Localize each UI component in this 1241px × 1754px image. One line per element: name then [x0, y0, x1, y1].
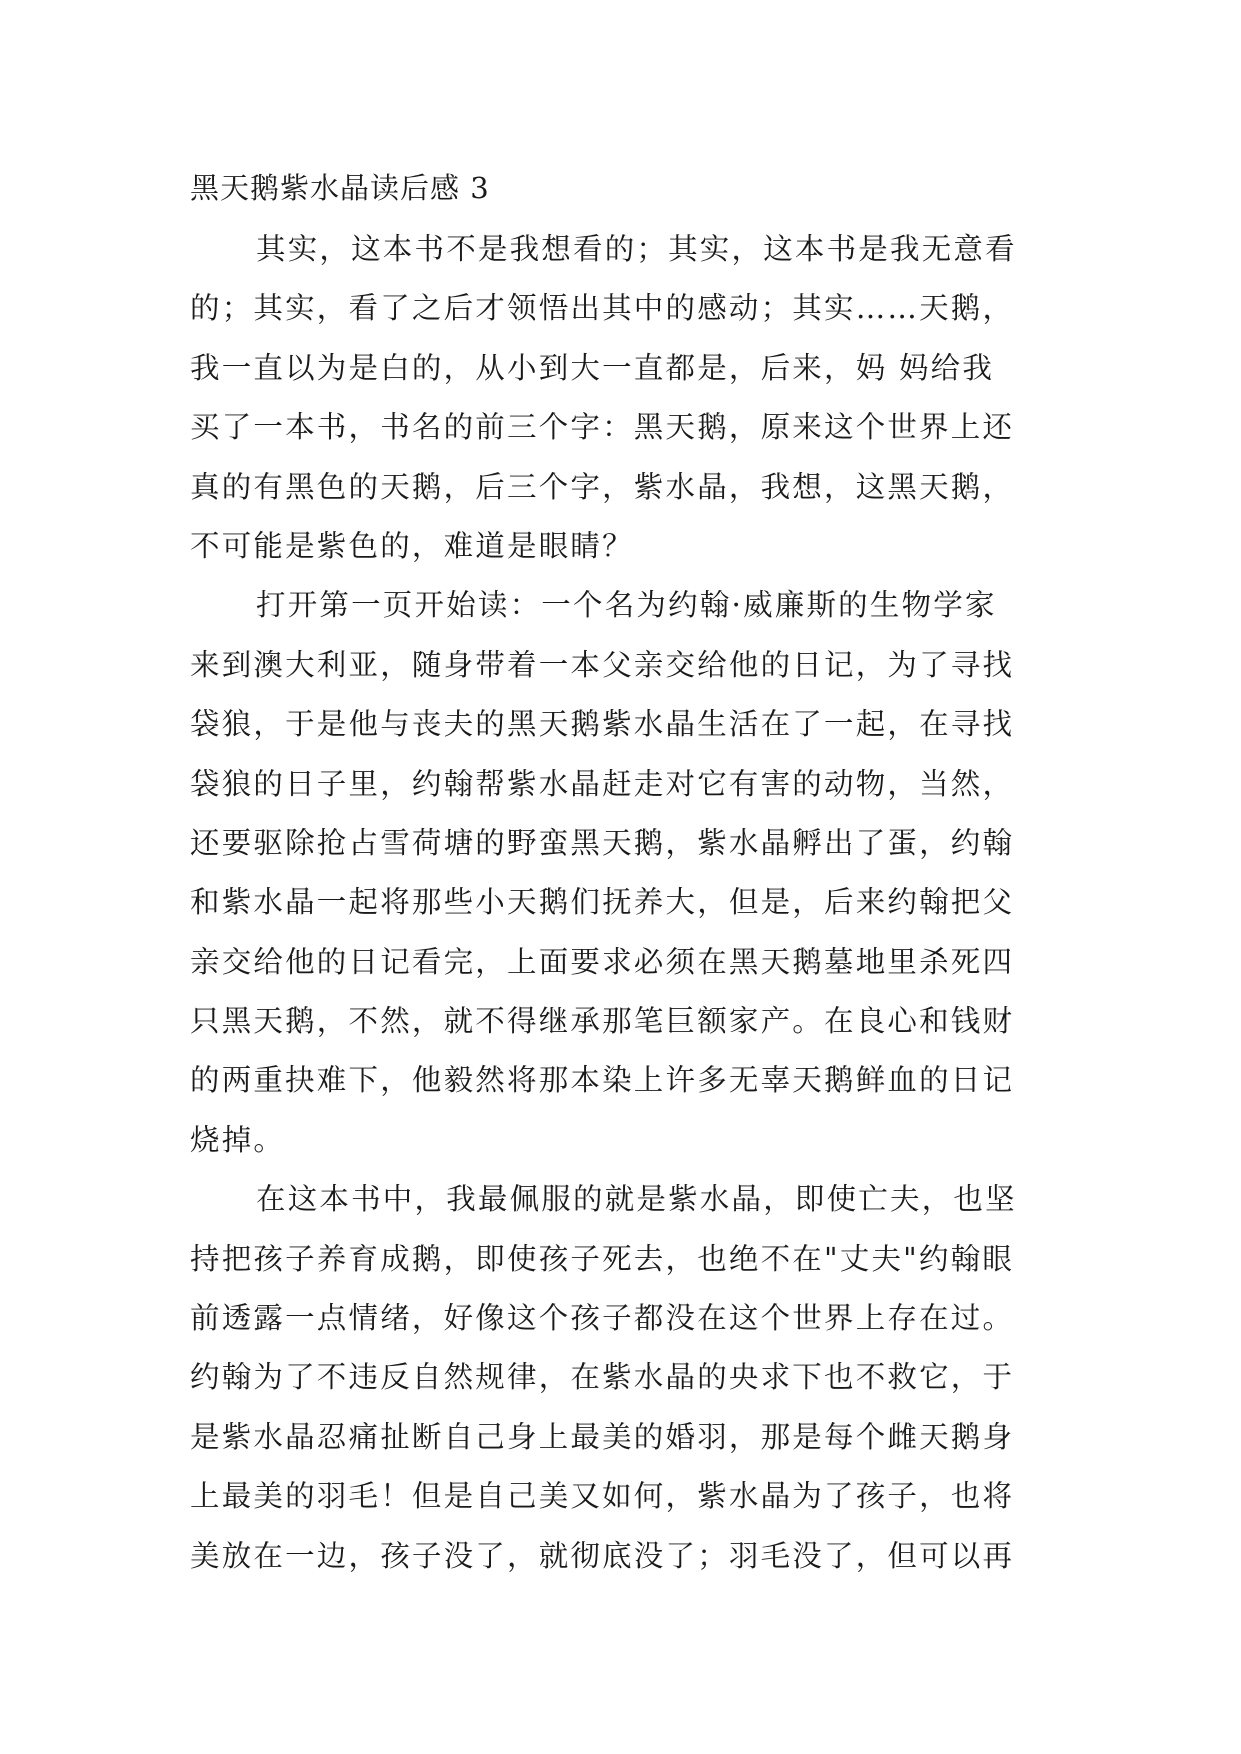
text-line: 打开第一页开始读：一个名为约翰·威廉斯的生物学家 [256, 588, 997, 623]
text-line: 不可能是紫色的，难道是眼睛？ [190, 528, 634, 563]
text-line: 上最美的羽毛！但是自己美又如何，紫水晶为了孩子，也将 [190, 1479, 1015, 1514]
text-line: 前透露一点情绪，好像这个孩子都没在这个世界上存在过。 [190, 1301, 1015, 1336]
paragraph-3 [190, 1170, 1060, 1586]
text-line: 袋狼的日子里，约翰帮紫水晶赶走对它有害的动物，当然， [190, 766, 1015, 801]
text-line: 的两重抉难下，他毅然将那本染上许多无辜天鹅鲜血的日记 [190, 1063, 1015, 1098]
document-title: 黑天鹅紫水晶读后感 3 [190, 171, 490, 205]
paragraph-2 [190, 576, 1060, 1170]
text-line: 是紫水晶忍痛扯断自己身上最美的婚羽，那是每个雌天鹅身 [190, 1419, 1015, 1454]
text-line: 在这本书中，我最佩服的就是紫水晶，即使亡夫，也坚 [256, 1182, 1017, 1217]
document-body [190, 220, 1060, 1586]
text-line: 我一直以为是白的，从小到大一直都是，后来，妈 妈给我 [190, 350, 995, 385]
text-line: 约翰为了不违反自然规律，在紫水晶的央求下也不救它，于 [190, 1360, 1015, 1395]
text-line: 和紫水晶一起将那些小天鹅们抚养大，但是，后来约翰把父 [190, 885, 1015, 920]
text-line: 来到澳大利亚，随身带着一本父亲交给他的日记，为了寻找 [190, 647, 1015, 682]
text-line: 美放在一边，孩子没了，就彻底没了；羽毛没了，但可以再 [190, 1538, 1015, 1573]
text-line: 只黑天鹅，不然，就不得继承那笔巨额家产。在良心和钱财 [190, 1004, 1015, 1039]
text-line: 烧掉。 [190, 1122, 286, 1157]
text-line: 的；其实，看了之后才领悟出其中的感动；其实……天鹅， [190, 291, 1015, 326]
text-line: 还要驱除抢占雪荷塘的野蛮黑天鹅，紫水晶孵出了蛋，约翰 [190, 825, 1015, 860]
paragraph-1 [190, 220, 1060, 576]
text-line: 袋狼，于是他与丧夫的黑天鹅紫水晶生活在了一起，在寻找 [190, 707, 1015, 742]
text-line: 其实，这本书不是我想看的；其实，这本书是我无意看 [256, 232, 1017, 266]
text-line: 买了一本书，书名的前三个字：黑天鹅，原来这个世界上还 [190, 410, 1015, 445]
text-line: 真的有黑色的天鹅，后三个字，紫水晶，我想，这黑天鹅， [190, 469, 1015, 504]
text-line: 持把孩子养育成鹅，即使孩子死去，也绝不在"丈夫"约翰眼 [190, 1241, 1015, 1276]
text-line: 亲交给他的日记看完，上面要求必须在黑天鹅墓地里杀死四 [190, 944, 1015, 979]
